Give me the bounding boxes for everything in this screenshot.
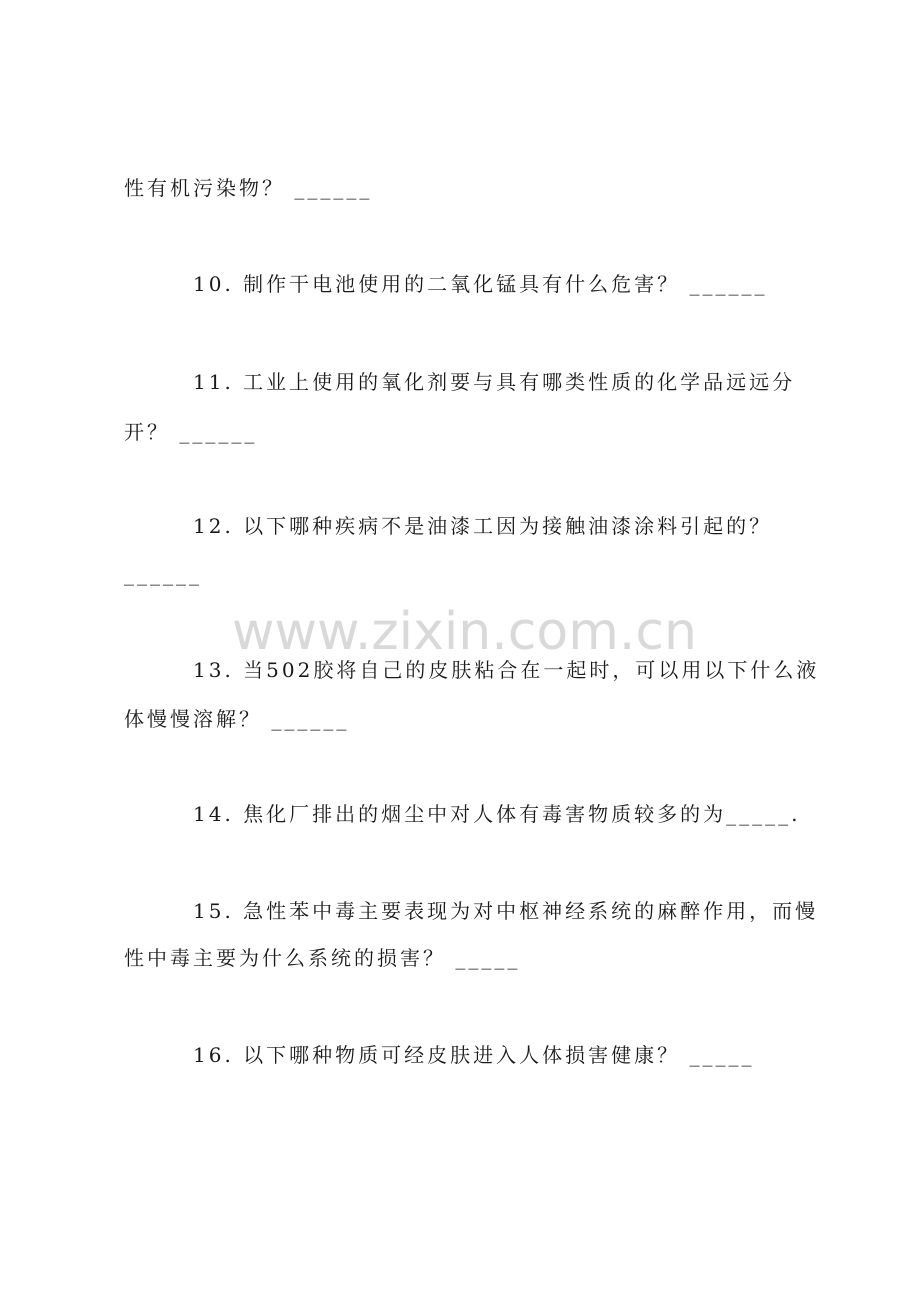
question-12: 12. 以下哪种疾病不是油漆工因为接触油漆涂料引起的？ (193, 514, 773, 538)
question-15: 15. 急性苯中毒主要表现为对中枢神经系统的麻醉作用，而慢 (193, 899, 819, 923)
question-10: 10. 制作干电池使用的二氧化锰具有什么危害？ ______ (193, 272, 768, 296)
question-14: 14. 焦化厂排出的烟尘中对人体有毒害物质较多的为_____. (193, 802, 801, 826)
question-11-continuation: 开？ ______ (124, 420, 258, 444)
question-13: 13. 当502胶将自己的皮肤粘合在一起时，可以用以下什么液 (193, 658, 820, 682)
question-11: 11. 工业上使用的氧化剂要与具有哪类性质的化学品远远分 (193, 370, 796, 394)
question-15-continuation: 性中毒主要为什么系统的损害？ _____ (124, 946, 521, 970)
question-12-answer-blank: ______ (124, 562, 202, 586)
watermark: www.zixin.com.cn (232, 602, 697, 662)
question-16: 16. 以下哪种物质可经皮肤进入人体损害健康？ _____ (193, 1043, 755, 1067)
question-9-continuation: 性有机污染物？ ______ (124, 176, 373, 200)
question-13-continuation: 体慢慢溶解？ ______ (124, 707, 350, 731)
